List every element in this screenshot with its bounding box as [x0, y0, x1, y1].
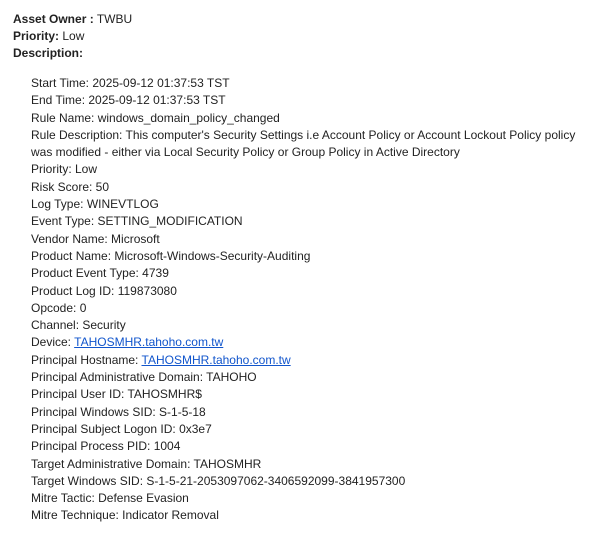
product-log-id: Product Log ID: 119873080 — [31, 283, 177, 298]
mitre-tactic: Mitre Tactic: Defense Evasion — [31, 491, 189, 506]
asset-owner-value: TWBU — [93, 12, 133, 26]
description-label: Description: — [13, 46, 84, 60]
rule-name: Rule Name: windows_domain_policy_changed — [31, 110, 280, 125]
alert-header — [13, 11, 132, 62]
principal-hostname-row — [31, 352, 593, 369]
priority-value: Low — [59, 29, 85, 43]
device-link[interactable]: TAHOSMHR.tahoho.com.tw — [74, 335, 224, 350]
asset-owner-row — [13, 11, 132, 28]
asset-owner-label: Asset Owner : — [13, 12, 94, 26]
priority-label: Priority: — [13, 29, 60, 43]
description-body — [31, 75, 593, 525]
target-windows-sid: Target Windows SID: S-1-5-21-2053097062-3406592099-3841957300 — [31, 473, 406, 488]
vendor-name: Vendor Name: Microsoft — [31, 231, 160, 246]
mitre-technique: Mitre Technique: Indicator Removal — [31, 508, 219, 523]
start-time: Start Time: 2025-09-12 01:37:53 TST — [31, 76, 230, 90]
rule-description: Rule Description: This computer's Security Settings i.e Account Policy or Account Lockout Policy policy was modified - either via Local Security Policy or Group Policy in Active Directory — [31, 127, 576, 160]
log-type: Log Type: WINEVTLOG — [31, 197, 159, 212]
device-row — [31, 334, 593, 351]
priority-row — [13, 28, 132, 45]
end-time: End Time: 2025-09-12 01:37:53 TST — [31, 93, 226, 108]
product-event-type: Product Event Type: 4739 — [31, 266, 169, 281]
priority: Priority: Low — [31, 162, 98, 177]
target-admin-domain: Target Administrative Domain: TAHOSMHR — [31, 456, 262, 471]
principal-user-id: Principal User ID: TAHOSMHR$ — [31, 387, 202, 402]
principal-hostname-link[interactable]: TAHOSMHR.tahoho.com.tw — [141, 352, 291, 367]
risk-score: Risk Score: 50 — [31, 179, 110, 194]
device-label: Device: — [31, 335, 75, 350]
principal-hostname-label: Principal Hostname: — [31, 352, 142, 367]
principal-windows-sid: Principal Windows SID: S-1-5-18 — [31, 404, 206, 419]
event-type: Event Type: SETTING_MODIFICATION — [31, 214, 243, 229]
principal-process-pid: Principal Process PID: 1004 — [31, 439, 181, 454]
opcode: Opcode: 0 — [31, 300, 87, 315]
description-row — [13, 45, 132, 62]
product-name: Product Name: Microsoft-Windows-Security-Auditing — [31, 248, 311, 263]
channel: Channel: Security — [31, 318, 126, 333]
principal-subject-logon-id: Principal Subject Logon ID: 0x3e7 — [31, 421, 212, 436]
principal-admin-domain: Principal Administrative Domain: TAHOHO — [31, 370, 257, 385]
